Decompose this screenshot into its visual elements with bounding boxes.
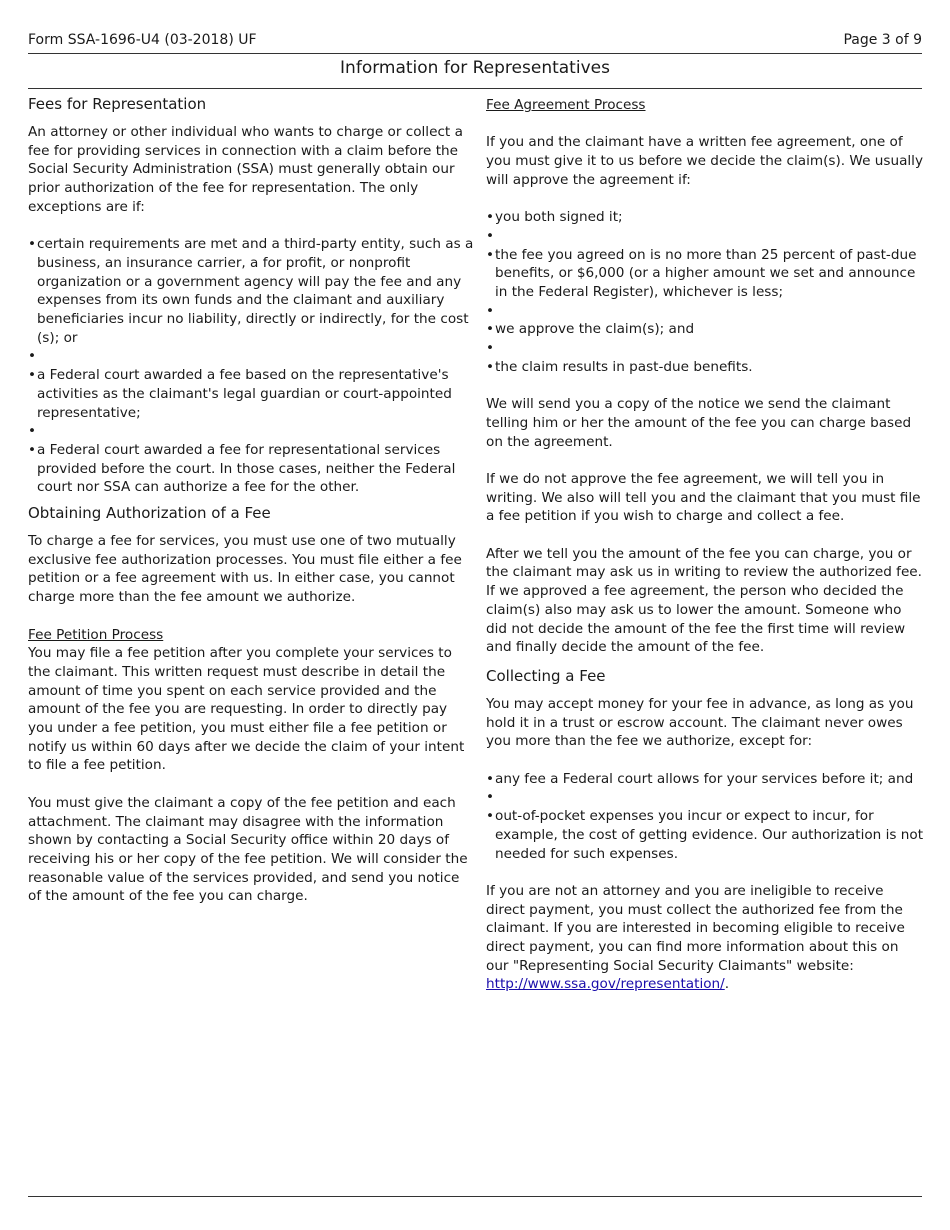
footer-divider — [28, 1196, 922, 1197]
list-item: • out-of-pocket expenses you incur or expect to incur, for example, the cost of getting evidence. Our authorization is not needed for such expenses. — [486, 807, 924, 863]
obtaining-text: To charge a fee for services, you must use one of two mutually exclusive fee authorization processes. You must file either a fee petition or a fee agreement with us. In either case, you cannot charge more than the fee amount we authorize. — [28, 533, 462, 606]
obtaining-heading: Obtaining Authorization of a Fee — [28, 504, 271, 523]
form-id: Form SSA-1696-U4 (03-2018) UF — [28, 32, 257, 48]
list-item: • any fee a Federal court allows for your services before it; and — [486, 770, 924, 789]
exceptions-list — [28, 235, 474, 497]
ssa-representation-link[interactable]: http://www.ssa.gov/representation/ — [486, 976, 725, 993]
review-text: After we tell you the amount of the fee you can charge, you or the claimant may ask us in writing to review the authorized fee. If we approved a fee agreement, the person who decided the claim(s) also may ask us to lower the amount. Someone who did not decide the amount of the fee the first time will review and finally decide the amount of the fee. — [486, 545, 922, 656]
form-page — [28, 0, 922, 1230]
header-divider — [28, 53, 922, 54]
conditions-list — [486, 208, 924, 376]
fees-heading: Fees for Representation — [28, 95, 207, 113]
page-header — [28, 30, 922, 50]
fee-petition-heading: Fee Petition Process — [28, 626, 164, 643]
fee-petition-text: You may file a fee petition after you complete your services to the claimant. This written request must describe in detail the amount of time you spent on each service provided and the amount of the fee you are requesting. In order to directly pay you under a fee petition, you must either file a fee petition or notify us within 60 days after we decide the claim of your intent to file a fee petition. — [28, 645, 465, 774]
closing-text: If you are not an attorney and you are ineligible to receive direct payment, you must collect the authorized fee from the claimant. If you are interested in becoming eligible to receive direct payment, you can find more information about this on our "Representing Social Security Claimants" website: — [486, 882, 905, 974]
right-column — [486, 96, 924, 994]
list-item: • the claim results in past-due benefits. — [486, 358, 924, 377]
list-item: • a Federal court awarded a fee for representational services provided before the court. In those cases, neither the Federal court nor SSA can authorize a fee for the other. — [28, 441, 474, 497]
not-approve-text: If we do not approve the fee agreement, we will tell you in writing. We also will tell you and the claimant that you must file a fee petition if you wish to charge and collect a fee. — [486, 470, 921, 525]
website-line — [486, 975, 924, 994]
list-item: • a Federal court awarded a fee based on the representative's activities as the claimant's legal guardian or court-appointed representative; — [28, 366, 474, 422]
list-item: • certain requirements are met and a third-party entity, such as a business, an insurance carrier, a for profit, or nonprofit organization or a government agency will pay the fee and any expenses from its own funds and the claimant and auxiliary beneficiaries incur no liability, directly or indirectly, for the cost (s); or — [28, 235, 474, 347]
link-suffix: . — [724, 976, 730, 993]
page-number: Page 3 of 9 — [843, 32, 922, 48]
page-title: Information for Representatives — [340, 58, 610, 78]
collecting-heading: Collecting a Fee — [486, 666, 606, 685]
collecting-intro: You may accept money for your fee in advance, as long as you hold it in a trust or escrow account. The claimant never owes you more than the fee we authorize, except for: — [486, 695, 914, 750]
title-divider — [28, 88, 922, 89]
list-item: • the fee you agreed on is no more than 25 percent of past-due benefits, or $6,000 (or a higher amount we set and announce in the Federal Register), whichever is less; — [486, 246, 924, 302]
left-column — [28, 94, 474, 906]
fee-agreement-intro: If you and the claimant have a written fee agreement, one of you must give it to us before we decide the claim(s). We usually will approve the agreement if: — [486, 134, 923, 188]
notice-text: We will send you a copy of the notice we send the claimant telling him or her the amount of the fee you can charge based on the agreement. — [486, 396, 912, 450]
list-item: • you both signed it; — [486, 208, 924, 227]
collecting-exceptions-list — [486, 770, 924, 864]
list-item: • we approve the claim(s); and — [486, 320, 924, 339]
fee-agreement-heading: Fee Agreement Process — [486, 97, 646, 113]
fees-intro: An attorney or other individual who wants to charge or collect a fee for providing services in connection with a claim before the Social Security Administration (SSA) must generally obtain our prior authorization of the fee for representation. The only exceptions are if: — [28, 124, 463, 215]
fee-petition-copy-text: You must give the claimant a copy of the fee petition and each attachment. The claimant may disagree with the information shown by contacting a Social Security office within 20 days of receiving his or her copy of the fee petition. We will consider the reasonable value of the services provided, and send you notice of the amount of the fee you can charge. — [28, 794, 468, 905]
